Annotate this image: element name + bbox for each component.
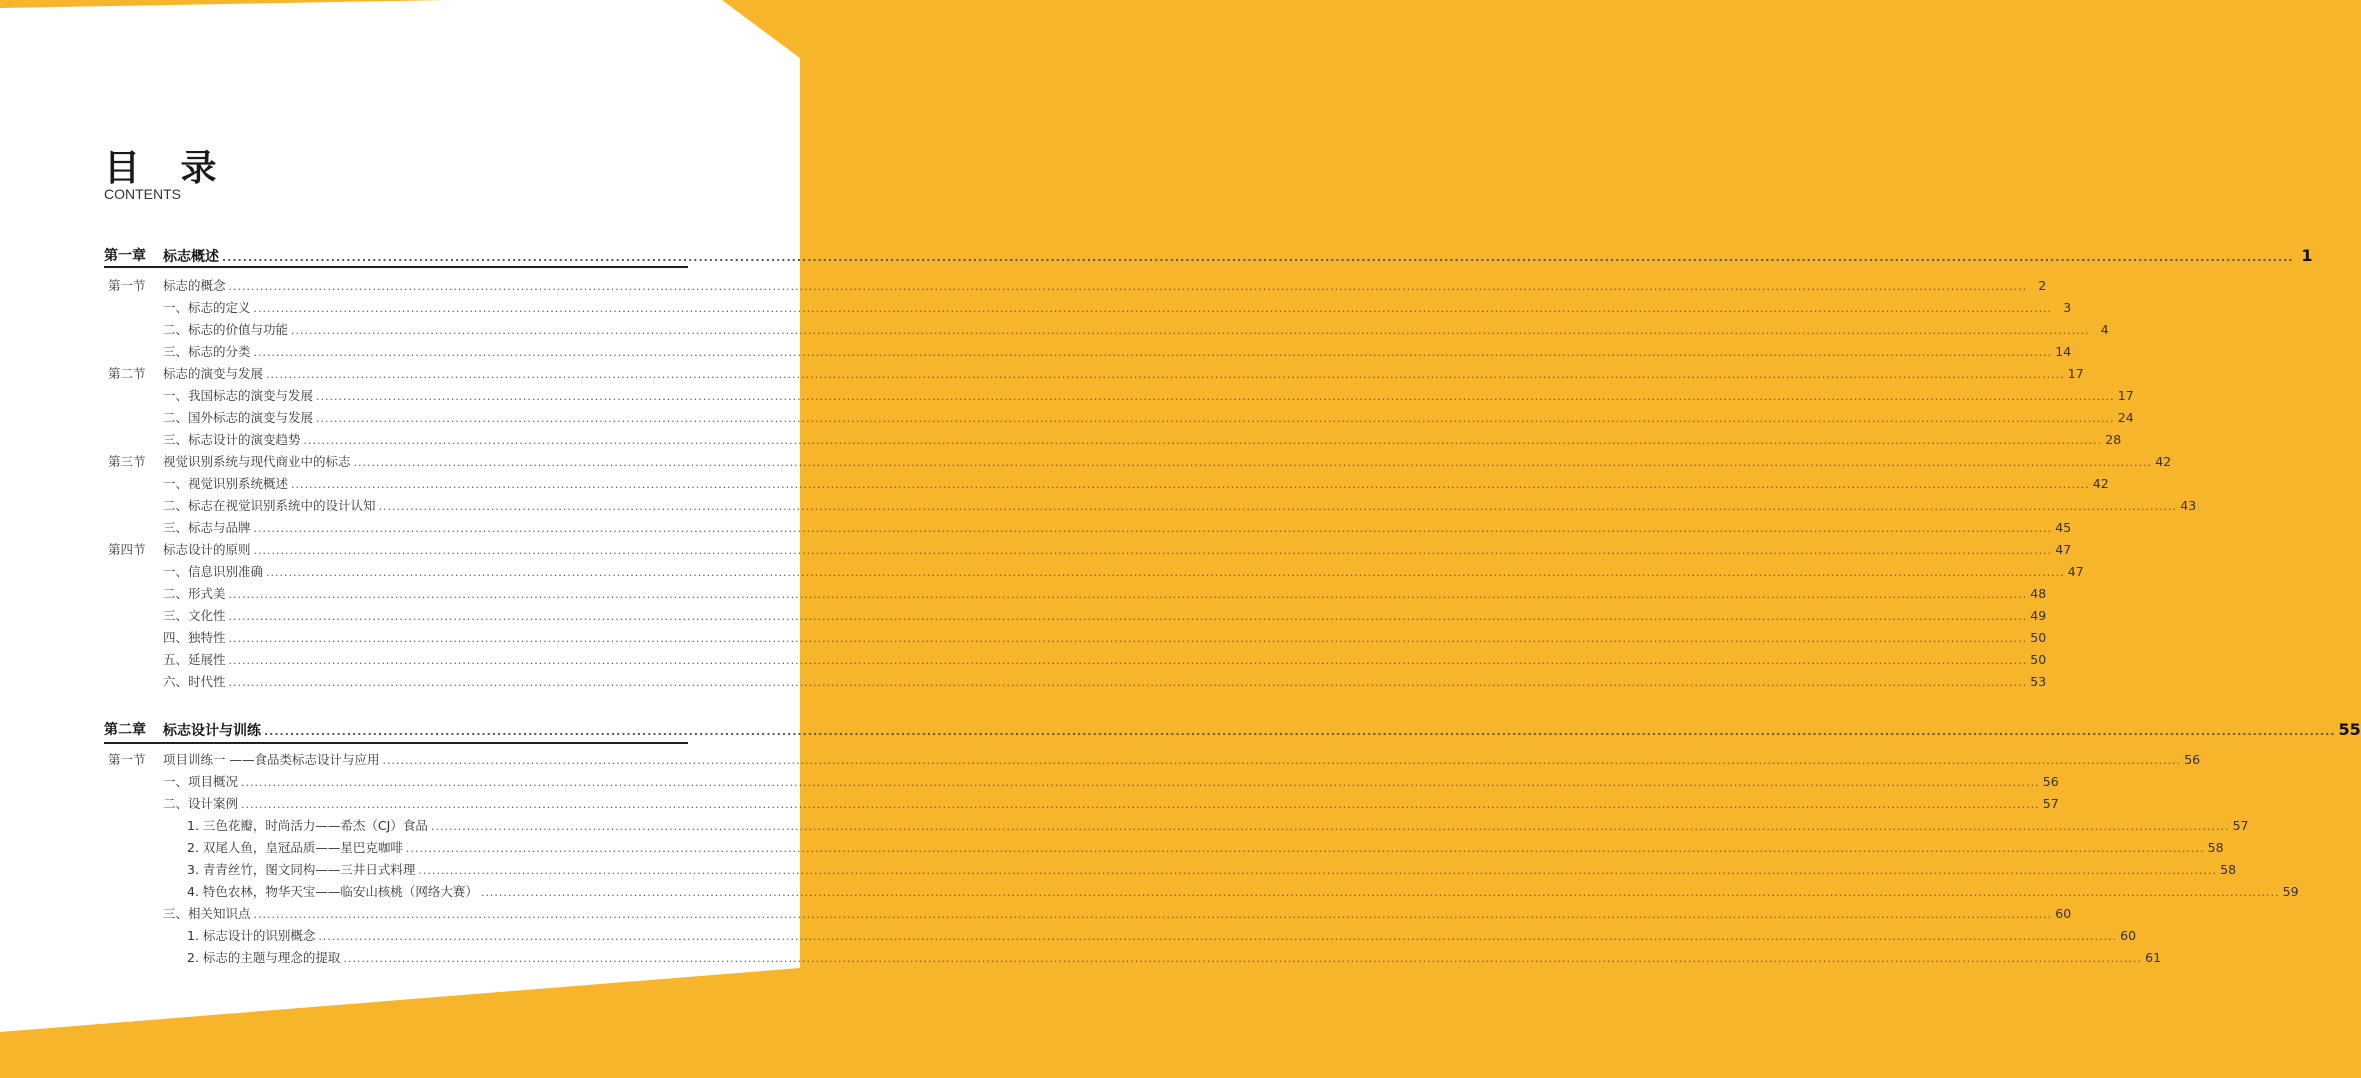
toc-row-item[interactable] bbox=[0, 342, 2072, 362]
toc-row-chapter[interactable] bbox=[0, 244, 2313, 268]
toc-number: 第一章 bbox=[104, 248, 146, 264]
toc-row-section[interactable] bbox=[0, 364, 2084, 384]
toc-number: 第三节 bbox=[108, 454, 146, 469]
toc-page-number: 59 bbox=[2282, 884, 2299, 899]
toc-entry-text: 一、我国标志的演变与发展 bbox=[163, 388, 314, 403]
toc-entry-text: 标志设计的原则 bbox=[163, 542, 251, 557]
toc-page-number: 58 bbox=[2207, 840, 2224, 855]
toc-row-item[interactable] bbox=[0, 584, 2047, 604]
toc-page-number: 42 bbox=[2092, 476, 2109, 491]
toc-entry-text: 三、相关知识点 bbox=[163, 906, 251, 921]
toc-page-number: 47 bbox=[2067, 564, 2084, 579]
dot-leader: ................................................................................................................................................................................................................................................................................................................................................................................................................ bbox=[222, 251, 2294, 264]
dot-leader: ................................................................................................................................................................................................................................................................................................................................................................................................................ bbox=[253, 302, 2053, 315]
toc-number: 第一节 bbox=[108, 752, 146, 767]
toc-row-section[interactable] bbox=[0, 452, 2172, 472]
dot-leader: ................................................................................................................................................................................................................................................................................................................................................................................................................ bbox=[418, 864, 2218, 877]
toc-number: 第二节 bbox=[108, 366, 146, 381]
toc-entry-text: 一、信息识别准确 bbox=[163, 564, 264, 579]
toc-entry-text: 二、国外标志的演变与发展 bbox=[163, 410, 314, 425]
toc-page-number: 14 bbox=[2055, 344, 2072, 359]
toc-page-number: 57 bbox=[2232, 818, 2249, 833]
toc-row-item[interactable] bbox=[0, 408, 2134, 428]
toc-page-number: 43 bbox=[2180, 498, 2197, 513]
toc-page-number: 42 bbox=[2155, 454, 2172, 469]
toc-row-sub[interactable] bbox=[0, 838, 2224, 858]
toc-row-item[interactable] bbox=[0, 430, 2122, 450]
toc-entry-text: 标志的演变与发展 bbox=[163, 366, 264, 381]
toc-entry-text: 2. 标志的主题与理念的提取 bbox=[187, 950, 341, 965]
toc-page-number: 57 bbox=[2042, 796, 2059, 811]
toc-entry-text: 二、设计案例 bbox=[163, 796, 239, 811]
toc-row-item[interactable] bbox=[0, 772, 2059, 792]
dot-leader: ................................................................................................................................................................................................................................................................................................................................................................................................................ bbox=[378, 500, 2178, 513]
toc-entry-text: 二、形式美 bbox=[163, 586, 226, 601]
toc-row-sub[interactable] bbox=[0, 948, 2162, 968]
toc-page-number: 56 bbox=[2184, 752, 2201, 767]
dot-leader: ................................................................................................................................................................................................................................................................................................................................................................................................................ bbox=[343, 952, 2143, 965]
dot-leader: ................................................................................................................................................................................................................................................................................................................................................................................................................ bbox=[382, 754, 2182, 767]
dot-leader: ................................................................................................................................................................................................................................................................................................................................................................................................................ bbox=[303, 434, 2103, 447]
toc-page-number: 50 bbox=[2030, 652, 2047, 667]
toc-entry-text: 3. 青青丝竹，图文同构——三井日式料理 bbox=[187, 862, 416, 877]
dot-leader: ................................................................................................................................................................................................................................................................................................................................................................................................................ bbox=[316, 412, 2115, 425]
toc-row-item[interactable] bbox=[0, 794, 2059, 814]
toc-entry-text: 1. 标志设计的识别概念 bbox=[187, 928, 316, 943]
dot-leader: ................................................................................................................................................................................................................................................................................................................................................................................................................ bbox=[430, 820, 2230, 833]
toc-page-number: 56 bbox=[2042, 774, 2059, 789]
toc-row-section[interactable] bbox=[0, 276, 2047, 296]
toc-row-item[interactable] bbox=[0, 474, 2109, 494]
toc-entry-text: 三、标志的分类 bbox=[163, 344, 251, 359]
toc-entry-text: 四、独特性 bbox=[163, 630, 226, 645]
toc-page-number: 49 bbox=[2030, 608, 2047, 623]
toc-row-sub[interactable] bbox=[0, 816, 2249, 836]
dot-leader: ................................................................................................................................................................................................................................................................................................................................................................................................................ bbox=[318, 930, 2118, 943]
dot-leader: ................................................................................................................................................................................................................................................................................................................................................................................................................ bbox=[264, 725, 2336, 738]
toc-row-section[interactable] bbox=[0, 750, 2201, 770]
toc-row-item[interactable] bbox=[0, 628, 2047, 648]
toc-page-number: 45 bbox=[2055, 520, 2072, 535]
toc-entry-text: 2. 双尾人鱼，皇冠品质——星巴克咖啡 bbox=[187, 840, 403, 855]
dot-leader: ................................................................................................................................................................................................................................................................................................................................................................................................................ bbox=[266, 566, 2065, 579]
toc-page-number: 55 bbox=[2338, 720, 2361, 739]
toc-page-number: 47 bbox=[2055, 542, 2072, 557]
dot-leader: ................................................................................................................................................................................................................................................................................................................................................................................................................ bbox=[480, 886, 2280, 899]
toc-page-number: 24 bbox=[2117, 410, 2134, 425]
dot-leader: ................................................................................................................................................................................................................................................................................................................................................................................................................ bbox=[405, 842, 2205, 855]
toc-page-number: 50 bbox=[2030, 630, 2047, 645]
toc-row-item[interactable] bbox=[0, 672, 2047, 692]
toc-entry-text: 二、标志的价值与功能 bbox=[163, 322, 289, 337]
toc-entry-text: 1. 三色花瓣，时尚活力——希杰（CJ）食品 bbox=[187, 818, 428, 833]
toc-page-number: 60 bbox=[2120, 928, 2137, 943]
toc-row-sub[interactable] bbox=[0, 926, 2137, 946]
toc-row-item[interactable] bbox=[0, 496, 2197, 516]
dot-leader: ................................................................................................................................................................................................................................................................................................................................................................................................................ bbox=[241, 798, 2040, 811]
dot-leader: ................................................................................................................................................................................................................................................................................................................................................................................................................ bbox=[291, 478, 2090, 491]
toc-entry-text: 三、文化性 bbox=[163, 608, 226, 623]
toc-entry-text: 标志设计与训练 bbox=[163, 723, 261, 739]
toc-page-number: 61 bbox=[2145, 950, 2162, 965]
toc-row-item[interactable] bbox=[0, 562, 2084, 582]
toc-page-number: 17 bbox=[2067, 366, 2084, 381]
toc-page-number: 60 bbox=[2055, 906, 2072, 921]
dot-leader: ................................................................................................................................................................................................................................................................................................................................................................................................................ bbox=[228, 654, 2028, 667]
toc-row-item[interactable] bbox=[0, 320, 2109, 340]
toc-page-number: 2 bbox=[2038, 278, 2047, 293]
dot-leader: ................................................................................................................................................................................................................................................................................................................................................................................................................ bbox=[228, 280, 2028, 293]
dot-leader: ................................................................................................................................................................................................................................................................................................................................................................................................................ bbox=[353, 456, 2153, 469]
toc-row-item[interactable] bbox=[0, 606, 2047, 626]
dot-leader: ................................................................................................................................................................................................................................................................................................................................................................................................................ bbox=[228, 676, 2028, 689]
toc-page-number: 3 bbox=[2063, 300, 2072, 315]
dot-leader: ................................................................................................................................................................................................................................................................................................................................................................................................................ bbox=[253, 908, 2053, 921]
dot-leader: ................................................................................................................................................................................................................................................................................................................................................................................................................ bbox=[228, 632, 2028, 645]
dot-leader: ................................................................................................................................................................................................................................................................................................................................................................................................................ bbox=[241, 776, 2040, 789]
dot-leader: ................................................................................................................................................................................................................................................................................................................................................................................................................ bbox=[291, 324, 2090, 337]
toc-number: 第一节 bbox=[108, 278, 146, 293]
toc-row-item[interactable] bbox=[0, 518, 2072, 538]
dot-leader: ................................................................................................................................................................................................................................................................................................................................................................................................................ bbox=[228, 588, 2028, 601]
toc-entry-text: 标志概述 bbox=[163, 249, 219, 265]
toc-row-item[interactable] bbox=[0, 298, 2072, 318]
toc-row-item[interactable] bbox=[0, 650, 2047, 670]
dot-leader: ................................................................................................................................................................................................................................................................................................................................................................................................................ bbox=[316, 390, 2115, 403]
toc-row-item[interactable] bbox=[0, 904, 2072, 924]
toc-entry-text: 二、标志在视觉识别系统中的设计认知 bbox=[163, 498, 376, 513]
toc-page-number: 48 bbox=[2030, 586, 2047, 601]
dot-leader: ................................................................................................................................................................................................................................................................................................................................................................................................................ bbox=[228, 610, 2028, 623]
page-subtitle: CONTENTS bbox=[104, 186, 181, 202]
page-title: 目 录 bbox=[104, 148, 231, 189]
toc-entry-text: 五、延展性 bbox=[163, 652, 226, 667]
toc-heading bbox=[104, 150, 231, 202]
toc-entry-text: 4. 特色农林，物华天宝——临安山核桃（网络大赛） bbox=[187, 884, 478, 899]
toc-page-number: 58 bbox=[2220, 862, 2237, 877]
toc-row-sub[interactable] bbox=[0, 860, 2237, 880]
toc-number: 第二章 bbox=[104, 722, 146, 738]
dot-leader: ................................................................................................................................................................................................................................................................................................................................................................................................................ bbox=[253, 346, 2053, 359]
toc-row-section[interactable] bbox=[0, 540, 2072, 560]
toc-page-number: 28 bbox=[2105, 432, 2122, 447]
toc-page-number: 4 bbox=[2100, 322, 2109, 337]
toc-row-chapter[interactable] bbox=[0, 718, 2361, 742]
toc-row-sub[interactable] bbox=[0, 882, 2299, 902]
dot-leader: ................................................................................................................................................................................................................................................................................................................................................................................................................ bbox=[266, 368, 2065, 381]
toc-page-number: 53 bbox=[2030, 674, 2047, 689]
toc-row-item[interactable] bbox=[0, 386, 2134, 406]
toc-entry-text: 项目训练一 ——食品类标志设计与应用 bbox=[163, 752, 380, 767]
dot-leader: ................................................................................................................................................................................................................................................................................................................................................................................................................ bbox=[253, 522, 2053, 535]
toc-entry-text: 视觉识别系统与现代商业中的标志 bbox=[163, 454, 351, 469]
toc-entry-text: 标志的概念 bbox=[163, 278, 226, 293]
toc-entry-text: 六、时代性 bbox=[163, 674, 226, 689]
toc-page-number: 17 bbox=[2117, 388, 2134, 403]
toc-number: 第四节 bbox=[108, 542, 146, 557]
toc-entry-text: 三、标志设计的演变趋势 bbox=[163, 432, 301, 447]
toc-entry-text: 三、标志与品牌 bbox=[163, 520, 251, 535]
toc-entry-text: 一、视觉识别系统概述 bbox=[163, 476, 289, 491]
toc-entry-text: 一、标志的定义 bbox=[163, 300, 251, 315]
toc-page-number: 1 bbox=[2301, 246, 2313, 265]
toc-entry-text: 一、项目概况 bbox=[163, 774, 239, 789]
dot-leader: ................................................................................................................................................................................................................................................................................................................................................................................................................ bbox=[253, 544, 2053, 557]
